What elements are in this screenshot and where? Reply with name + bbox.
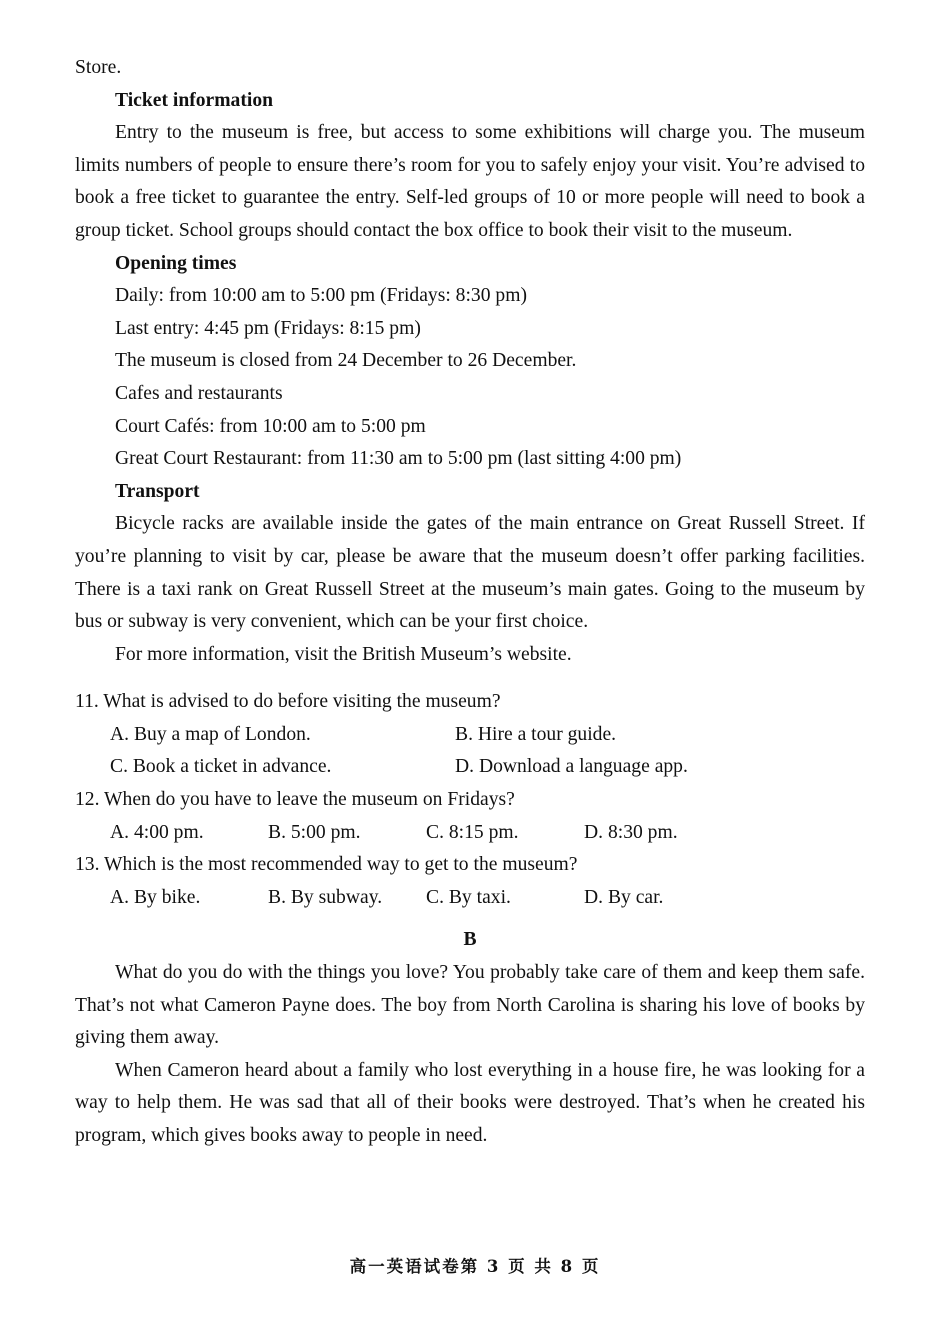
question-options [75, 882, 865, 915]
question-options [75, 719, 865, 752]
opening-line: Daily: from 10:00 am to 5:00 pm (Fridays: 8:30 pm) [115, 285, 527, 307]
opening-line: Court Cafés: from 10:00 am to 5:00 pm [115, 415, 426, 437]
question-options [75, 817, 865, 850]
transport-body: Bicycle racks are available inside the gates of the main entrance on Great Russell Street. If you’re planning to visit by car, please be aware that the museum doesn’t offer parking facilities. There is a taxi rank on Great Russell Street at the museum’s main gates. Going to the museum by bus or subway is very convenient, which can be your first choice. [75, 513, 865, 633]
question-text: 11. What is advised to do before visiting the museum? [75, 691, 501, 713]
ticket-body: Entry to the museum is free, but access to some exhibitions will charge you. The museum limits numbers of people to ensure there’s room for you to safely enjoy your visit. You’re advised to book a free ticket to guarantee the entry. Self-led groups of 10 or more people will need to book a group ticket. School groups should contact the box office to book their visit to the museum. [75, 122, 865, 241]
question-text: 12. When do you have to leave the museum on Fridays? [75, 789, 515, 811]
section-label: B [463, 929, 477, 951]
passage-paragraph: What do you do with the things you love? You probably take care of them and keep them safe. That’s not what Cameron Payne does. The boy from North Carolina is sharing his love of books by giving them away. [75, 962, 865, 1049]
section-b [75, 924, 865, 1152]
transport-heading: Transport [115, 480, 200, 502]
opening-line: Last entry: 4:45 pm (Fridays: 8:15 pm) [115, 317, 421, 339]
option: D. Download a language app. [455, 756, 688, 778]
question-text: 13. Which is the most recommended way to get to the museum? [75, 854, 578, 876]
more-info-text: For more information, visit the British Museum’s website. [115, 643, 572, 665]
page-footer: 高一英语试卷第 3 页 共 8 页 [349, 1257, 601, 1276]
opening-line: Cafes and restaurants [115, 382, 283, 404]
passage-paragraph: When Cameron heard about a family who lost everything in a house fire, he was looking for a way to help them. He was sad that all of their books were destroyed. That’s when he created his program, which gives books away to people in need. [75, 1059, 865, 1146]
opening-line: Great Court Restaurant: from 11:30 am to 5:00 pm (last sitting 4:00 pm) [115, 448, 682, 470]
opening-line: The museum is closed from 24 December to 26 December. [115, 350, 577, 372]
continuation-text: Store. [75, 57, 122, 78]
option: D. By car. [584, 886, 664, 908]
option: B. Hire a tour guide. [455, 723, 617, 745]
option: B. 5:00 pm. [268, 821, 361, 843]
option: A. By bike. [110, 886, 201, 908]
option: C. Book a ticket in advance. [110, 756, 332, 778]
option: D. 8:30 pm. [584, 821, 678, 843]
question-options [75, 751, 865, 784]
questions [75, 686, 865, 914]
ticket-heading: Ticket information [115, 89, 274, 111]
option: B. By subway. [268, 886, 383, 908]
option: C. By taxi. [426, 886, 511, 908]
exam-page [75, 52, 865, 1153]
opening-heading: Opening times [115, 252, 237, 274]
option: A. 4:00 pm. [110, 821, 204, 843]
option: A. Buy a map of London. [110, 723, 311, 745]
option: C. 8:15 pm. [426, 821, 519, 843]
